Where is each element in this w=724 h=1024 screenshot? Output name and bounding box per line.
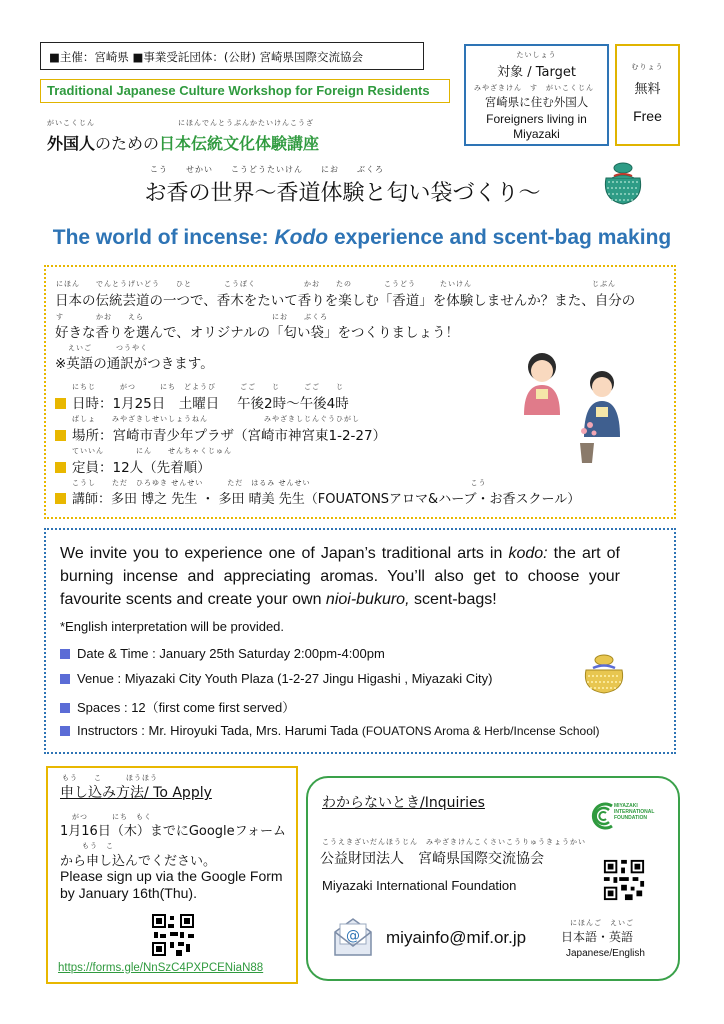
en-intro-part1: We invite you to experience one of Japan’s traditional arts in: [60, 545, 509, 562]
title-jp-ruby: こう せかい こうどうたいけん にお ぶくろ: [150, 165, 384, 174]
en-datetime-text: Date & Time : January 25th Saturday 2:00pm-4:00pm: [77, 646, 385, 661]
bullet: [55, 462, 66, 473]
jp-ruby-6: ていいん にん せんちゃくじゅん: [72, 447, 232, 455]
bullet: [55, 430, 66, 441]
apply-qr-code-icon[interactable]: [150, 912, 196, 958]
en-spaces-text: Spaces : 12（first come first served）: [77, 700, 296, 715]
apply-ruby-2: がつ にち もく: [72, 813, 152, 821]
title-en-kodo: Kodo: [274, 226, 329, 249]
target-ruby: たいしょう: [516, 51, 557, 59]
ruby-gaikokujin: がいこくじん: [47, 119, 95, 127]
ruby-course: にほんでんとうぶんかたいけんこうざ: [178, 119, 314, 127]
people-illustration: [514, 345, 654, 475]
inquiries-box: [306, 776, 680, 981]
jp-ruby-1: にほん でんとうげいどう ひと こうぼく かお たの こうどう たいけん じぶん: [56, 280, 616, 288]
apply-en: Please sign up via the Google Form by January 16th(Thu).: [60, 868, 283, 901]
gold-scent-bag-icon: [578, 648, 630, 696]
free-ruby: むりょう: [631, 63, 664, 71]
workshop-jp-part3: 日本伝統文化体験講座: [159, 134, 320, 153]
jp-capacity-text: 定員：12人（先着順）: [72, 460, 211, 476]
target-en: Foreigners living in Miyazaki: [486, 112, 587, 141]
bullet: [60, 649, 70, 659]
jp-interpretation: ※英語の通訳がつきます。: [55, 356, 214, 372]
workshop-jp-part2: のための: [95, 134, 160, 153]
scent-bag-illustration: [598, 158, 648, 208]
jp-description-box: [44, 265, 676, 519]
en-description-box: [44, 528, 676, 754]
inquiries-title: わからないとき/Inquiries: [322, 795, 485, 811]
apply-ruby-1: もう こ ほうほう: [62, 774, 158, 782]
bullet: [60, 726, 70, 736]
jp-instructors-text: 講師：多田 博之 先生 ・ 多田 晴美 先生（FOUATONSアロマ&ハーブ・お香スクール）: [72, 492, 581, 507]
jp-instructors: [55, 488, 580, 507]
inquiries-org-ruby: こうえきざいだんほうじん みやざきけんこくさいこうりゅうきょうかい: [322, 838, 586, 846]
apply-title: 申し込み方法/ To Apply: [60, 785, 212, 801]
title-en-part3: experience and scent-bag making: [328, 226, 672, 249]
target-jp-ruby: みやざきけん す がいこくじん: [474, 84, 594, 92]
apply-jp-line2: から申し込んでください。: [60, 854, 217, 869]
en-intro-part2: the art of burning incense and appreciating aromas. You’ll also get to choose your favourite scents and create your own: [60, 545, 621, 608]
email-icon: [332, 916, 374, 958]
sponsor-box: ■主催：宮崎県 ■事業受託団体：(公財) 宮崎県国際交流協会: [40, 42, 424, 70]
inquiries-qr-code-icon[interactable]: [602, 858, 646, 902]
en-instructors: [60, 723, 600, 738]
en-datetime: [60, 646, 385, 661]
jp-datetime: [55, 392, 349, 412]
inquiries-lang-ruby: にほんご えいご: [570, 919, 634, 927]
apply-ruby-3: もう こ: [82, 842, 114, 850]
jp-datetime-text: 日時：1月25日 土曜日 午後2時〜午後4時: [72, 396, 349, 412]
target-jp: 宮崎県に住む外国人: [484, 95, 589, 109]
bullet: [60, 703, 70, 713]
jp-intro-line1: 日本の伝統芸道の一つで、香木をたいて香りを楽しむ「香道」を体験しませんか？また、自分の: [55, 293, 636, 309]
bullet: [55, 398, 66, 409]
workshop-title-en: Traditional Japanese Culture Workshop for Foreign Residents: [40, 79, 450, 103]
free-jp: 無料: [634, 82, 661, 97]
mif-logo-icon: [588, 802, 616, 830]
jp-venue: [55, 424, 386, 444]
jp-ruby-3: えいご つうやく: [68, 344, 148, 352]
en-instructors-school: (FOUATONS Aroma & Herb/Incense School): [361, 724, 600, 738]
apply-jp-line1: 1月16日（木）までにGoogleフォーム: [60, 824, 287, 839]
page-title-en: [0, 226, 724, 250]
workshop-jp-part1: 外国人: [47, 134, 96, 153]
en-intro-part3: scent-bags!: [409, 591, 497, 608]
en-venue: [60, 671, 492, 686]
jp-ruby-7: こうし ただ ひろゆき せんせい ただ はるみ せんせい こう: [72, 479, 487, 487]
inquiries-org-en: Miyazaki International Foundation: [322, 878, 517, 893]
inquiries-lang-en: Japanese/English: [566, 948, 645, 959]
jp-capacity: [55, 456, 211, 476]
jp-intro-line2: 好きな香りを選んで、オリジナルの「匂い袋」をつくりましょう！: [55, 325, 460, 341]
apply-form-link[interactable]: https://forms.gle/NnSzC4PXPCENiaN88: [58, 962, 264, 974]
target-box: [464, 44, 609, 146]
mif-logo-text: MIYAZAKI INTERNATIONAL FOUNDATION: [614, 803, 655, 821]
title-en-part1: The world of incense:: [52, 226, 275, 249]
en-instructors-main: Instructors : Mr. Hiroyuki Tada, Mrs. Harumi Tada: [77, 723, 362, 738]
apply-box: [46, 766, 298, 984]
en-spaces: [60, 697, 295, 716]
free-en: Free: [633, 108, 662, 124]
jp-ruby-2: す かお えら にお ぶくろ: [56, 313, 328, 321]
bullet: [55, 493, 66, 504]
en-interpretation: *English interpretation will be provided.: [60, 619, 285, 634]
svg-text:@: @: [346, 928, 360, 944]
bullet: [60, 674, 70, 684]
inquiries-lang-jp: 日本語・英語: [561, 930, 634, 944]
inquiries-email[interactable]: miyainfo@mif.or.jp: [386, 928, 527, 947]
inquiries-org-jp: 公益財団法人 宮崎県国際交流協会: [320, 851, 544, 867]
jp-ruby-5: ばしょ みやざきしせいしょうねん みやざきしじんぐうひがし: [72, 415, 360, 423]
en-intro-nioi: nioi-bukuro,: [325, 591, 410, 608]
target-title: 対象 / Target: [497, 65, 576, 80]
en-intro: [60, 542, 620, 611]
workshop-title-jp: [47, 131, 319, 154]
free-box: [615, 44, 680, 146]
jp-venue-text: 場所：宮崎市青少年プラザ（宮崎市神宮東1-2-27）: [72, 428, 387, 444]
en-venue-text: Venue : Miyazaki City Youth Plaza (1-2-27 Jingu Higashi , Miyazaki City): [77, 671, 493, 686]
jp-ruby-4: にちじ がつ にち どようび ごご じ ごご じ: [72, 383, 344, 391]
page-title-jp: お香の世界〜香道体験と匂い袋づくり〜: [144, 181, 541, 206]
en-intro-kodo: kodo:: [508, 545, 548, 562]
